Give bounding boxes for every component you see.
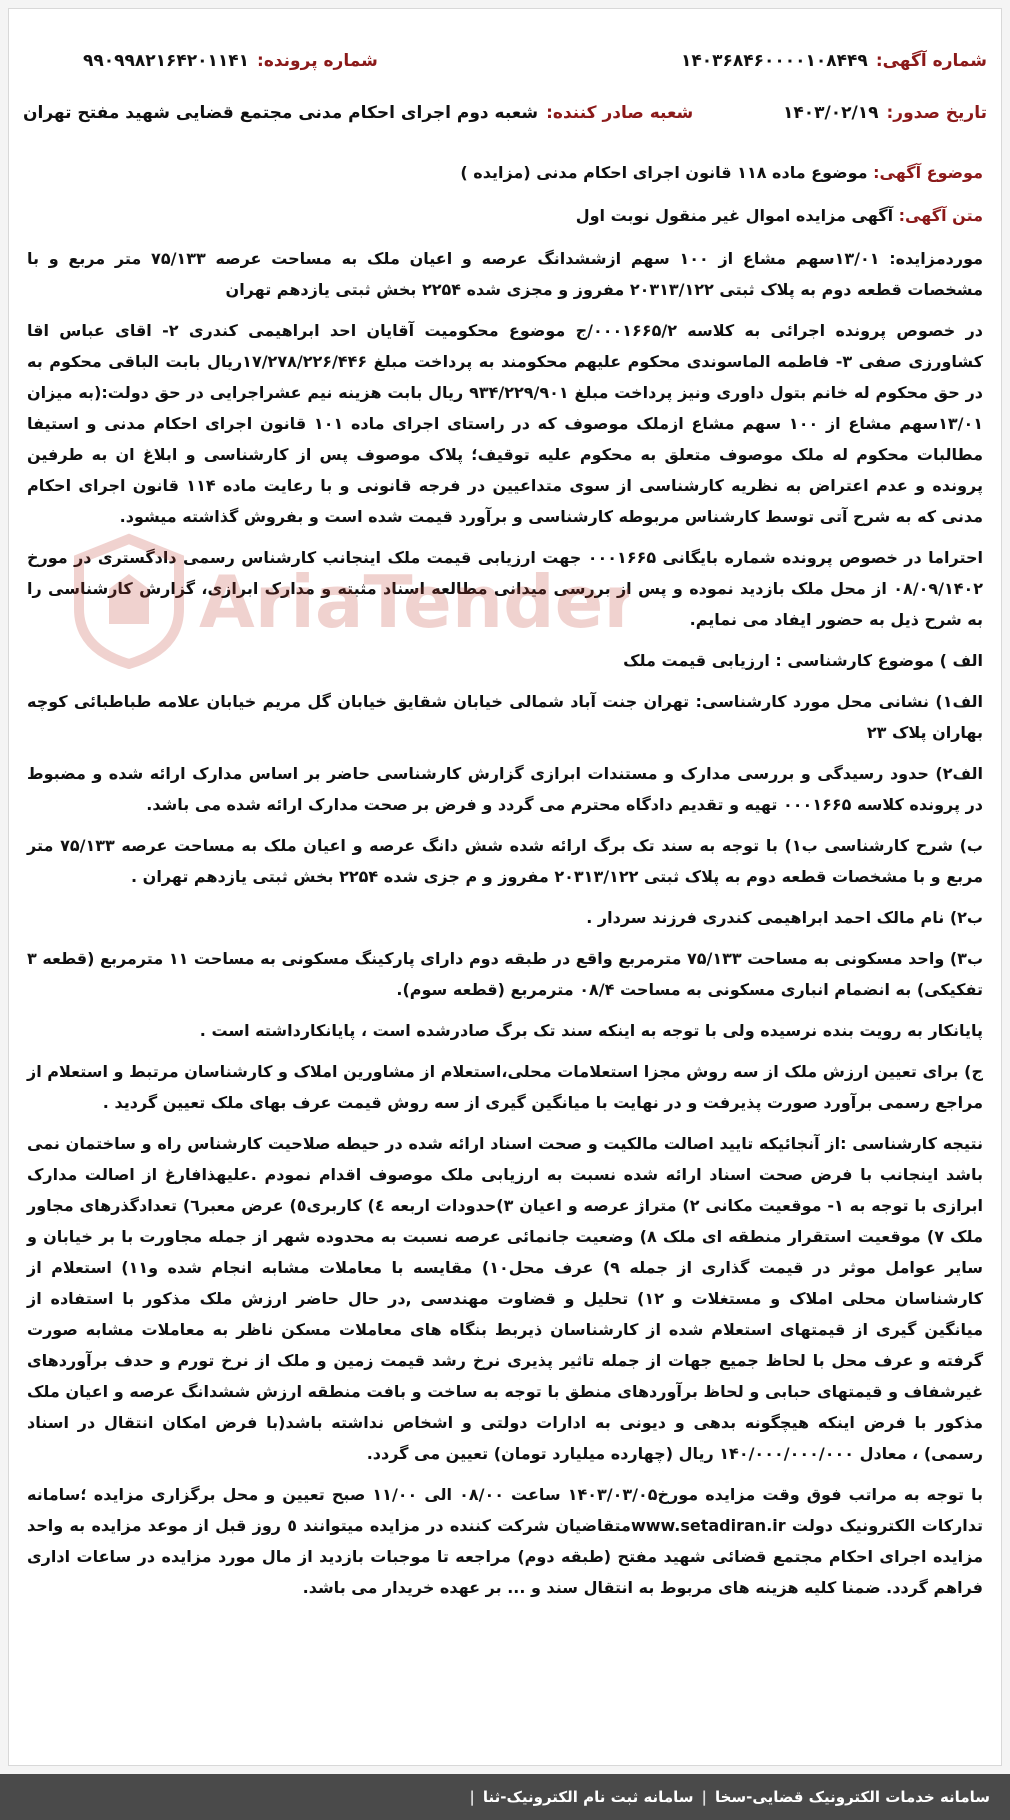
paragraph-completion: پایانکار به رویت بنده نرسیده ولی با توجه به اینکه سند تک برگ صادرشده است ، پایانکارداشته است . (199, 1021, 983, 1040)
paragraph-auction-item: موردمزایده: ۱۳/۰۱سهم مشاع از ۱۰۰ سهم ازششدانگ عرصه و اعیان ملک به مساحت عرصه ۷۵/۱۳۳ متر مربع و با مشخصات قطعه دوم به پلاک ثبتی ۲۰۳۱۳/۱۲۲ مفروز و مجزی شده ۲۲۵۴ بخش ثبتی یازدهم تهران (27, 249, 984, 299)
subject-text: موضوع ماده ۱۱۸ قانون اجرای احکام مدنی (مزایده ) (460, 163, 868, 182)
footer-link-sakha[interactable]: سامانه خدمات الکترونیک قضایی-سخا (714, 1788, 990, 1806)
paragraph-expert-subject: الف ) موضوع کارشناسی : ارزیابی قیمت ملک (623, 651, 983, 670)
paragraph-description: ب) شرح کارشناسی ب۱) با توجه به سند تک برگ ارائه شده شش دانگ عرصه و اعیان ملک به مساحت عرصه ۷۵/۱۳۳ متر مربع و با مشخصات قطعه دوم به پلاک ثبتی ۲۰۳۱۳/۱۲۲ مفروز و م جزی شده ۲۲۵۴ بخش ثبتی یازدهم تهران . (27, 836, 983, 886)
header-row-1 (23, 35, 987, 87)
subject-line (27, 157, 983, 188)
paragraph-owner: ب۲) نام مالک احمد ابراهیمی کندری فرزند سردار . (586, 908, 983, 927)
case-number (83, 51, 378, 71)
issue-date-value: ۱۴۰۳/۰۲/۱۹ (783, 103, 879, 123)
ad-number-label: شماره آگهی: (875, 51, 987, 71)
issuing-branch-value: شعبه دوم اجرای احکام مدنی مجتمع قضایی شهید مفتح تهران (23, 103, 539, 123)
notice-header (23, 35, 987, 139)
paragraph-expert-result: نتیجه کارشناسی :از آنجائیکه تایید اصالت مالکیت و صحت اسناد ارائه شده در حیطه صلاحیت کارشناس راه و ساختمان نمی باشد اینجانب با فرض صحت اسناد ارائه شده نسبت به ارزیابی ملک موصوف اقدام نمودم .علیهذافارغ از اصالت مدارک ابرازی با توجه به ۱- موقعیت مکانی ۲) متراژ عرصه و اعیان ۳)حدودات اربعه ٤) کاربری٥) عرض معبر٦) تعدادگذرهای مجاور ملک ۷) موقعیت استقرار منطقه ای ملک ۸) وضعیت جانمائی عرصه نسبت به محدوده شهر از جمله مجاورت با بر خیابان و سایر عوامل موثر در قیمت گذاری از جمله ۹) عرف محل۱۰) مقایسه با معاملات مشابه انجام شده و۱۱) استعلام از کارشناسان محلی املاک و مستغلات و ۱۲) تحلیل و قضاوت مهندسی ,در حال حاضر ارزش ملک مذکور با استفاده از میانگین گیری از قیمتهای استعلام شده از کارشناسان ذیربط بنگاه های معاملات مسکن ناظر به معاملات مشابه صورت گرفته و عرف محل با لحاظ جمیع جهات از جمله تاثیر پذیری نرخ رشد قیمت زمین و ملک از نرخ تورم و حدف برآوردهای غیرشفاف و قیمتهای حبابی و لحاظ برآوردهای منطق با توجه به ساخت و بافت منطقه ارزش ششدانگ عرصه و اعیان ملک مذکور با فرض اینکه هیچگونه بدهی و دیونی به ادارات دولتی و اشخاص نداشته باشد(با فرض امکان انتقال در اسناد رسمی) ، معادل ۱۴۰/۰۰۰/۰۰۰/۰۰۰ ریال (چهارده میلیارد تومان) تعیین می گردد. (27, 1134, 984, 1463)
issue-date-label: تاریخ صدور: (886, 103, 987, 123)
footer-link-sana[interactable]: سامانه ثبت نام الکترونیک-ثنا (482, 1788, 694, 1806)
notice-page (8, 8, 1002, 1766)
paragraph-scope: الف۲) حدود رسیدگی و بررسی مدارک و مستندات ابرازی گزارش کارشناسی حاضر بر اساس مدارک ارائه شده و مضبوط در پرونده کلاسه ۰۰۰۱۶۶۵ تهیه و تقدیم دادگاه محترم می گردد و فرض بر صحت مدارک ارائه شده می باشد. (27, 764, 983, 814)
ad-number-value: ۱۴۰۳۶۸۴۶۰۰۰۰۱۰۸۴۴۹ (681, 51, 868, 71)
paragraph-unit: ب۳) واحد مسکونی به مساحت ۷۵/۱۳۳ مترمربع واقع در طبقه دوم دارای پارکینگ مسکونی به مساحت ۱۱ مترمربع (قطعه ۳ تفکیکی) به انضمام انباری مسکونی به مساحت ۰۸/۴ مترمربع (قطعه سوم). (27, 949, 984, 999)
issuing-branch (23, 103, 693, 123)
paragraph-case-details: در خصوص پرونده اجرائی به کلاسه ۰۰۰۱۶۶۵/۲/ج موضوع محکومیت آقایان احد ابراهیمی کندری ۲- اقای عباس اقا کشاورزی صفی ۳- فاطمه الماسوندی محکوم علیهم محکومند به پرداخت مبلغ ۱۷/۲۷۸/۲۲۶/۴۴۶ریال بابت الباقی محکوم به در حق محکوم له خانم بتول داوری ونیز پرداخت مبلغ ۹۳۴/۲۲۹/۹۰۱ ریال بابت هزینه نیم عشراجرایی در حق دولت:(به میزان ۱۳/۰۱سهم مشاع از ۱۰۰ سهم مشاع ازملک موصوف که در راستای اجرای ماده ۱۰۱ قانون اجرای احکام مدنی و استیفا مطالبات محکوم له ملک موصوف متعلق به محکوم علیه توقیف؛ پلاک موصوف پس از کارشناسی و ابلاغ ان به طرفین پرونده و عدم اعتراض به نظریه کارشناسی از سوی متداعیین در فرجه قانونی و با رعایت ماده ۱۱۴ قانون اجرای احکام مدنی که به شرح آتی توسط کارشناس مربوطه کارشناسی و برآورد قیمت شده است و بفروش گذاشته میشود. (27, 321, 984, 526)
paragraph-address: الف۱) نشانی محل مورد کارشناسی: تهران جنت آباد شمالی خیابان شقایق خیابان گل مریم خیابان علامه طباطبائی کوچه بهاران پلاک ۲۳ (27, 692, 983, 742)
body-title-line (27, 200, 983, 231)
case-number-value: ۹۹۰۹۹۸۲۱۶۴۲۰۱۱۴۱ (83, 51, 250, 71)
footer-separator-1: | (701, 1788, 707, 1806)
issue-date (783, 103, 987, 123)
case-number-label: شماره پرونده: (257, 51, 378, 71)
footer-separator-2: | (469, 1788, 475, 1806)
notice-content (27, 157, 983, 1603)
subject-label: موضوع آگهی: (873, 163, 983, 182)
paragraph-expert-intro: احتراما در خصوص پرونده شماره بایگانی ۰۰۰۱۶۶۵ جهت ارزیابی قیمت ملک اینجانب کارشناس رسمی دادگستری در مورخ ۰۸/۰۹/۱۴۰۲ از محل ملک بازدید نموده و پس از بررسی میدانی مطالعه اسناد مثبته و مدارک ابرازی، گزارش کارشناسی را به شرح ذیل به حضور ایفاد می نمایم. (27, 548, 984, 629)
paragraph-auction-time: با توجه به مراتب فوق وقت مزایده مورخ۱۴۰۳/۰۳/۰۵ ساعت ۰۸/۰۰ الی ۱۱/۰۰ صبح تعیین و محل برگزاری مزایده ؛سامانه تدارکات الکترونیک دولت www.setadiran.irمتقاضیان شرکت کننده در مزایده میتوانند ٥ روز قبل از موعد مزایده به واحد مزایده اجرای احکام مجتمع قضائی شهید مفتح (طبقه دوم) مراجعه تا موجبات بازدید از مال مورد مزایده در ساعات اداری فراهم گردد. ضمنا کلیه هزینه های مربوط به انتقال سند و ... بر عهده خریدار می باشد. (27, 1485, 984, 1597)
watermark-text: AriaTender (199, 560, 629, 644)
body-title-label: متن آگهی: (898, 206, 983, 225)
ad-number (681, 51, 987, 71)
header-row-2 (23, 87, 987, 139)
body-title-text: آگهی مزایده اموال غیر منقول نوبت اول (575, 206, 894, 225)
site-footer (0, 1774, 1010, 1820)
paragraph-valuation-method: ج) برای تعیین ارزش ملک از سه روش مجزا استعلامات محلی،استعلام از مشاورین املاک و کارشناسان مرتبط و استعلام از مراجع رسمی برآورد صورت پذیرفت و در نهایت با میانگین گیری از سه روش قیمت عرف بهای ملک تعیین گردید . (27, 1062, 983, 1112)
issuing-branch-label: شعبه صادر کننده: (546, 103, 694, 123)
